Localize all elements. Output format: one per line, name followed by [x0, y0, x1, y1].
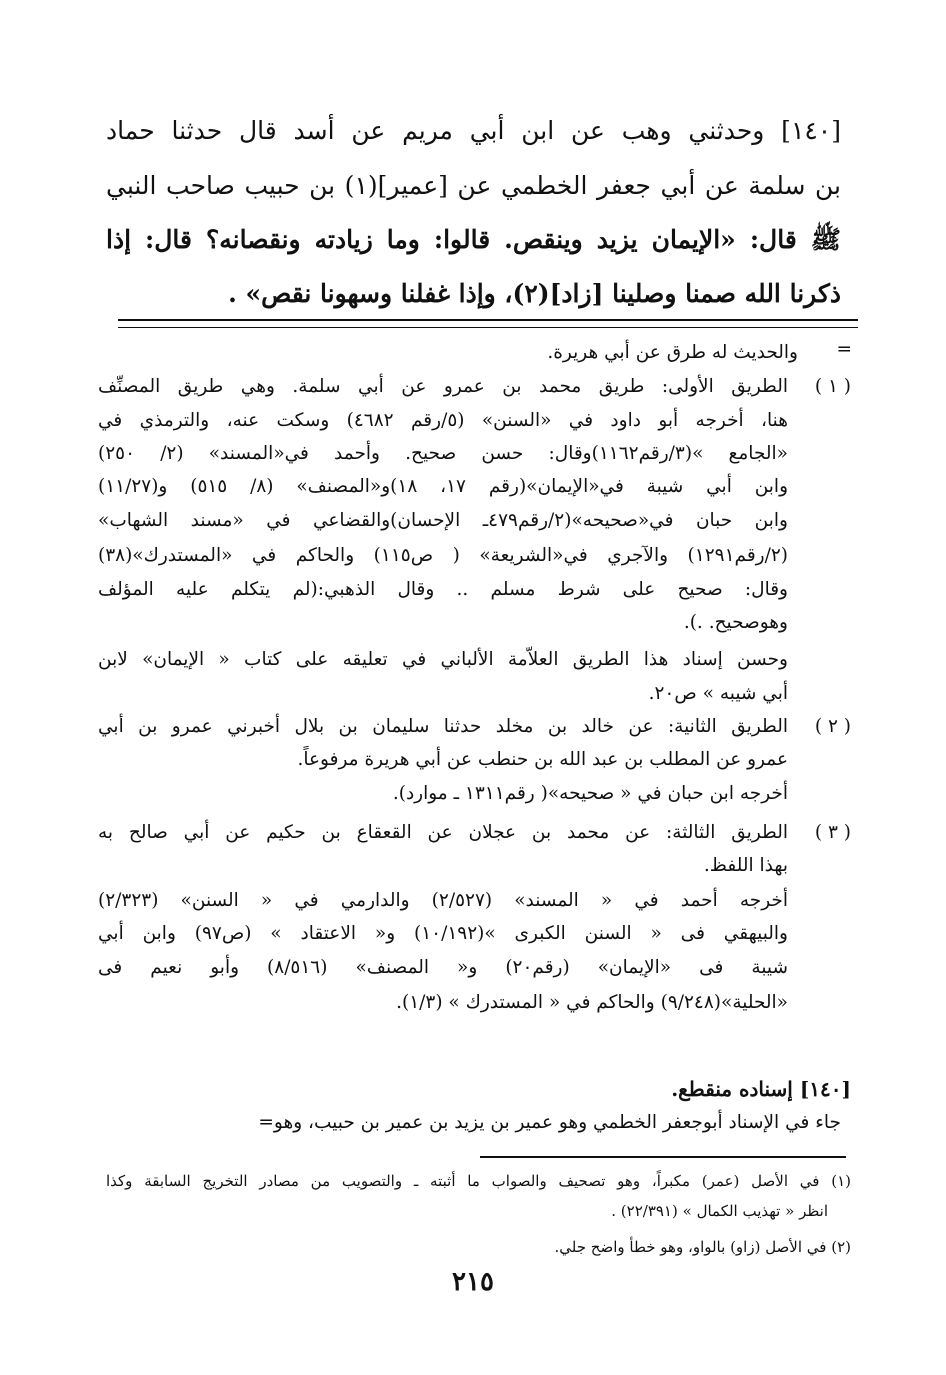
isnad-heading: [١٤٠] إسناده منقطع.: [671, 1077, 851, 1101]
hadith-line: بن سلمة عن أبي جعفر الخطمي عن [عمير](١) بن حبيب صاحب النبي: [106, 171, 841, 200]
commentary-line: (٢/رقم١٢٩١) والآجري في«الشريعة» ( ص١١٥) والحاكم في «المستدرك»(٣٨): [98, 545, 788, 566]
commentary-line: بهذا اللفظ.: [703, 855, 788, 876]
commentary-line: الطريق الثالثة: عن محمد بن عجلان عن القعقاع بن حكيم عن أبي صالح به: [98, 822, 788, 843]
commentary-line: والبيهقي فى « السنن الكبرى »(١٠/١٩٢) و« الاعتقاد » (ص٩٧) وابن أبي: [98, 923, 788, 944]
commentary-line: وهوصحيح. .).: [683, 612, 788, 633]
footnote-line: انظر « تهذيب الكمال » (٢٢/٣٩١) .: [611, 1202, 828, 1220]
footnote-line: (١) في الأصل (عمر) مكبراً، وهو تصحيف والصواب ما أثبته ـ والتصويب من مصادر التخريج السابقة وكذا: [106, 1172, 851, 1190]
route-number: ( ٢ ): [814, 716, 851, 737]
commentary-line: وحسن إسناد هذا الطريق العلاّمة الألباني في تعليقه على كتاب « الإيمان» لابن: [98, 649, 788, 670]
commentary-line: «الحلية»(٩/٢٤٨) والحاكم في « المستدرك » (١/٣).: [396, 992, 788, 1013]
commentary-line: وابن حبان في«صحيحه»(٢/رقم٤٧٩ـ الإحسان)والقضاعي في «مسند الشهاب»: [98, 510, 788, 531]
commentary-line: شيبة فى «الإيمان» (رقم٢٠) و« المصنف» (٨/٥١٦) وأبو نعيم فى: [98, 957, 788, 978]
hadith-line: [١٤٠] وحدثني وهب عن ابن أبي مريم عن أسد قال حدثنا حماد: [106, 116, 841, 145]
page-number: ٢١٥: [452, 1267, 494, 1297]
commentary-line: وابن أبي شيبة في«الإيمان»(رقم ١٧، ١٨)و«المصنف» (٨/ ٥١٥) و(١١/٢٧): [98, 476, 788, 497]
commentary-line: والحديث له طرق عن أبي هريرة.: [547, 342, 798, 363]
commentary-line: عمرو عن المطلب بن عبد الله بن حنطب عن أبي هريرة مرفوعاً.: [297, 749, 788, 770]
hadith-line: ذكرنا الله صمنا وصلينا [زاد](٢)، وإذا غفلنا وسهونا نقص» .: [228, 279, 841, 308]
commentary-line: أخرجه أحمد في « المسند» (٢/٥٢٧) والدارمي في « السنن» (٢/٣٢٣): [98, 890, 788, 911]
commentary-line: الطريق الثانية: عن خالد بن مخلد حدثنا سليمان بن بلال أخبرني عمرو بن أبي: [98, 716, 788, 737]
commentary-line: وقال: صحيح على شرط مسلم .. وقال الذهبي:(لم يتكلم عليه المؤلف: [98, 579, 788, 600]
commentary-line: هنا، أخرجه أبو داود في «السنن» (٥/رقم ٤٦٨٢) وسكت عنه، والترمذي في: [98, 410, 789, 431]
footnote-line: (٢) في الأصل (زاو) بالواو، وهو خطأ واضح جلي.: [554, 1238, 851, 1256]
route-number: ( ١ ): [814, 376, 851, 397]
isnad-line: جاء في الإسناد أبوجعفر الخطمي وهو عمير بن يزيد بن عمير بن حبيب، وهو=: [258, 1112, 841, 1133]
commentary-line: أخرجه ابن حبان في « صحيحه»( رقم١٣١١ ـ موارد).: [392, 783, 788, 804]
commentary-line: الطريق الأولى: طريق محمد بن عمرو عن أبي سلمة. وهي طريق المصنِّف: [98, 376, 788, 397]
section-divider: [118, 319, 858, 328]
continuation-marker: =: [836, 339, 852, 360]
footnote-divider: [480, 1156, 846, 1158]
commentary-line: «الجامع »(٣/رقم١١٦٢)وقال: حسن صحيح. وأحمد في«المسند» (٢/ ٢٥٠): [98, 443, 788, 464]
route-number: ( ٣ ): [814, 822, 851, 843]
commentary-line: أبي شيبه » ص٢٠.: [648, 683, 788, 704]
hadith-line: ﷺ قال: «الإيمان يزيد وينقص. قالوا: وما زيادته ونقصانه؟ قال: إذا: [106, 225, 841, 254]
